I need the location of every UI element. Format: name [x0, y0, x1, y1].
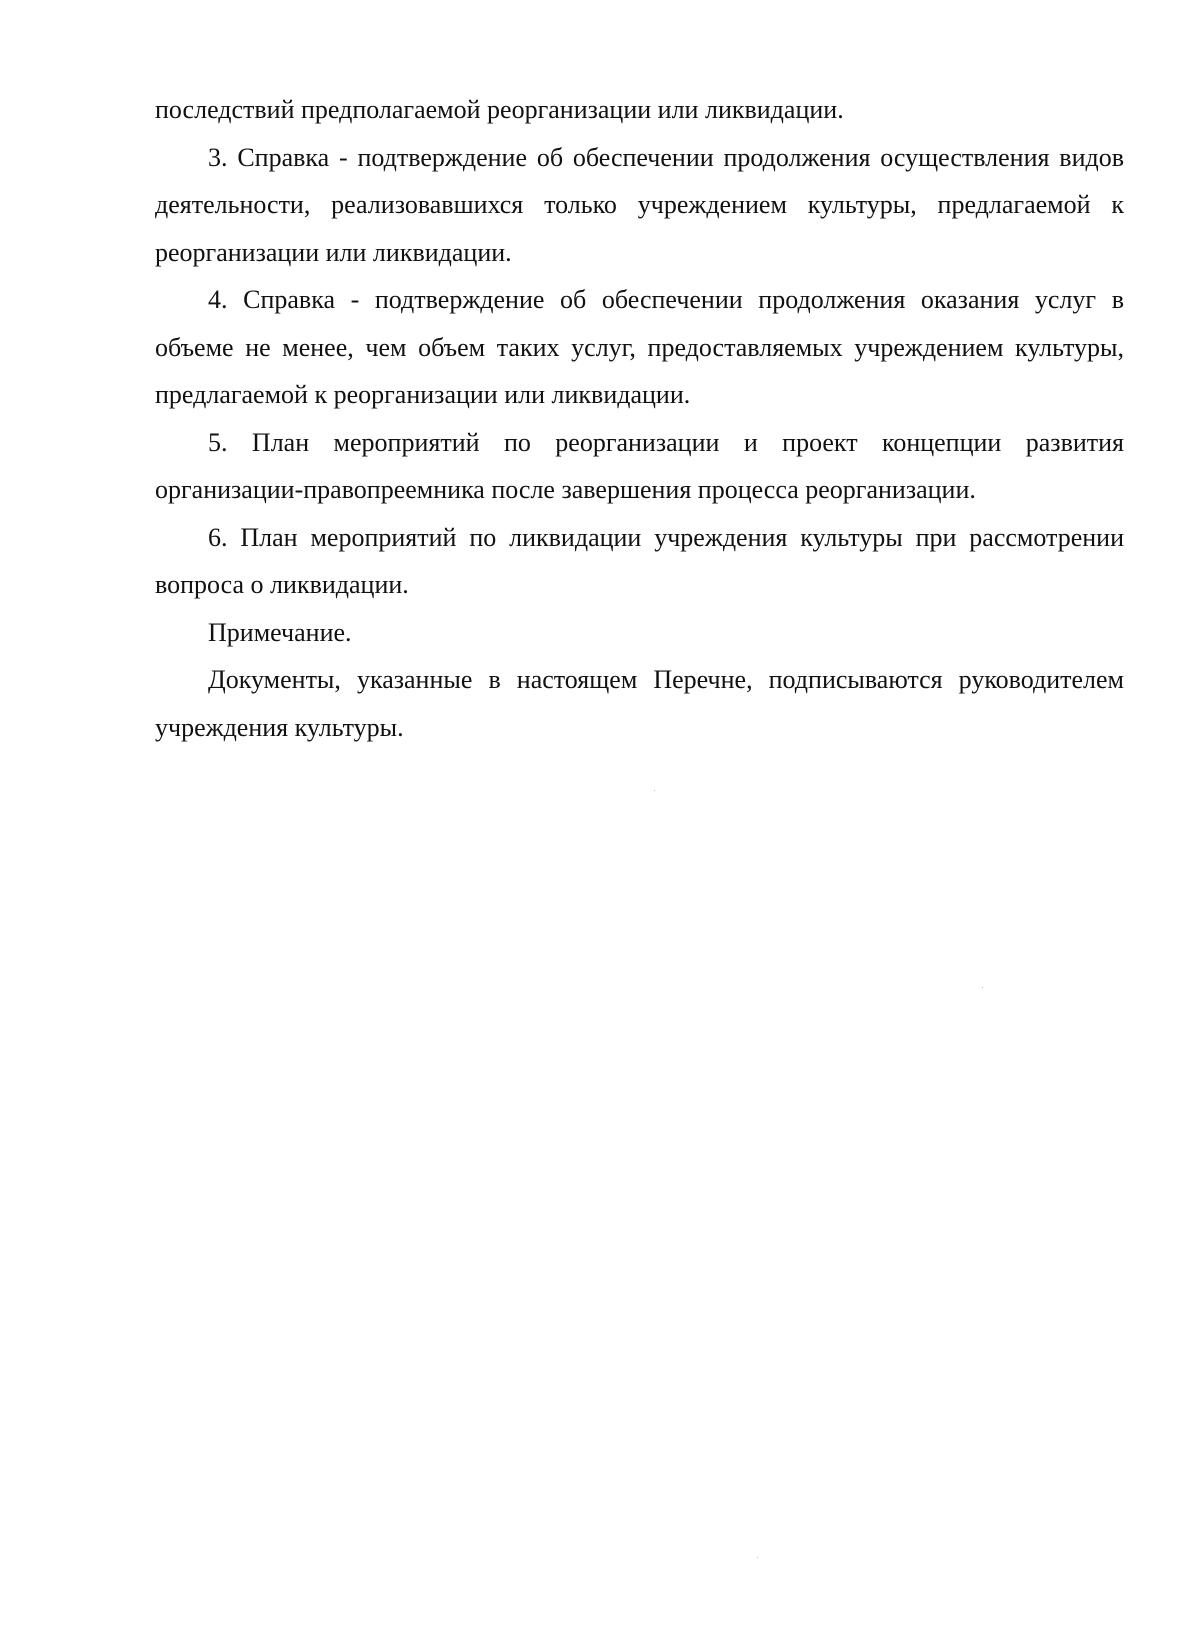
scan-speck: [982, 987, 983, 988]
list-item-3: 3. Справка - подтверждение об обеспечении продолжения осуществления видов деятельности, реализовавшихся только учреждением культуры, предлагаемой к реорганизации или ликвидации.: [155, 142, 1124, 267]
list-item-5: 5. План мероприятий по реорганизации и проект концепции развития организации-правопреемника после завершения процесса реорганизации.: [155, 427, 1124, 504]
note-text: Документы, указанные в настоящем Перечне, подписываются руководителем учреждения культуры.: [155, 665, 1124, 742]
list-item-6: 6. План мероприятий по ликвидации учреждения культуры при рассмотрении вопроса о ликвидации.: [155, 522, 1124, 599]
paragraph-continuation: последствий предполагаемой реорганизации или ликвидации.: [155, 95, 844, 124]
list-item-4: 4. Справка - подтверждение об обеспечении продолжения оказания услуг в объеме не менее, чем объем таких услуг, предоставляемых учреждением культуры, предлагаемой к реорганизации или ликвидации.: [155, 285, 1124, 409]
document-body: [155, 86, 1124, 751]
scan-speck: [757, 1557, 758, 1558]
scan-speck: [654, 790, 655, 791]
note-heading: Примечание.: [208, 617, 352, 647]
